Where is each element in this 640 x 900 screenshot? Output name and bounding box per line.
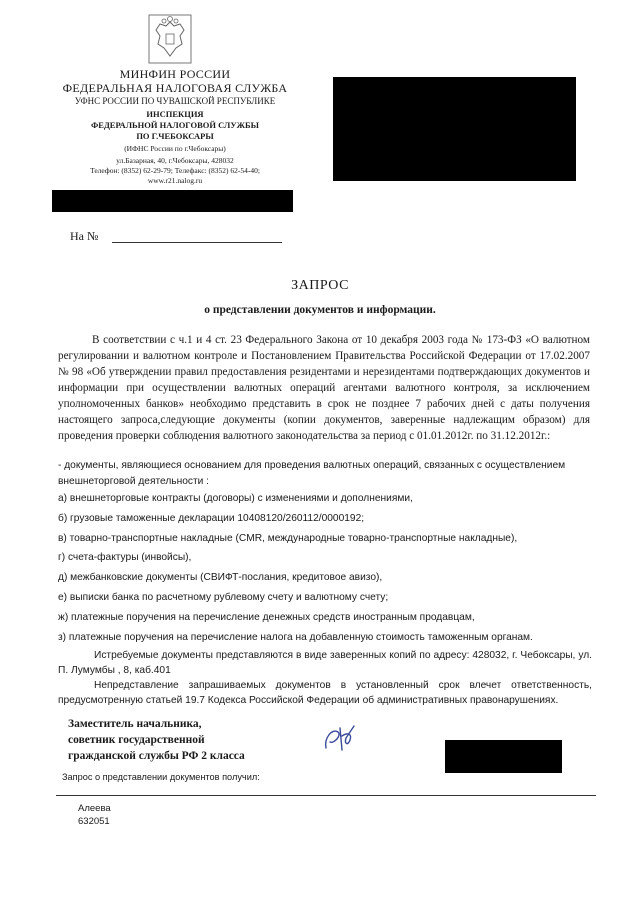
- website: www.r21.nalog.ru: [147, 176, 203, 185]
- list-item: з) платежные поручения на перечисление налога на добавленную стоимость таможенным органам.: [58, 632, 533, 643]
- liability-note-text: Непредставление запрашиваемых документов в установленный срок влечет ответственность, предусмотренную статьей 19.7 Кодекса Российской Федерации об административных правонарушениях.: [58, 680, 592, 706]
- received-by-line: [56, 795, 596, 796]
- inspection-line-3: ПО Г.ЧЕБОКСАРЫ: [136, 131, 214, 141]
- redacted-outgoing-number: [52, 190, 293, 212]
- executor-name: Алеева: [78, 803, 111, 814]
- list-item: в) товарно-транспортные накладные (CMR, международные товарно-транспортные накладные),: [58, 533, 518, 544]
- executor-phone: 632051: [78, 816, 110, 827]
- russian-coat-of-arms-emblem-icon: [148, 14, 192, 64]
- list-item: д) межбанковские документы (СВИФТ-послания, кредитовое авизо),: [58, 572, 383, 583]
- list-item: а) внешнеторговые контракты (договоры) с изменениями и дополнениями,: [58, 493, 413, 504]
- address: ул.Базарная, 40, г.Чебоксары, 428032: [116, 156, 234, 165]
- reference-number-label: На №: [70, 229, 99, 243]
- liability-note: [58, 678, 592, 708]
- submission-note-text: Истребуемые документы представляются в виде заверенных копий по адресу: 428032, г. Чебоксары, ул. П. Лумумбы , 8, каб.401: [58, 650, 592, 676]
- document-title: ЗАПРОС: [291, 278, 349, 293]
- executor-info: [78, 802, 111, 828]
- signatory-line-2: советник государственной: [68, 734, 205, 746]
- handwritten-signature-icon: [318, 722, 364, 754]
- received-by-label: Запрос о представлении документов получил:: [62, 772, 260, 782]
- signatory-line-1: Заместитель начальника,: [68, 718, 202, 730]
- submission-note: [58, 648, 592, 678]
- list-item: е) выписки банка по расчетному рублевому счету и валютному счету;: [58, 592, 389, 603]
- list-item: ж) платежные поручения на перечисление денежных средств иностранным продавцам,: [58, 612, 475, 623]
- ministry-name: МИНФИН РОССИИ: [119, 67, 231, 81]
- short-name: (ИФНС России по г.Чебоксары): [124, 144, 226, 153]
- inspection-line-2: ФЕДЕРАЛЬНОЙ НАЛОГОВОЙ СЛУЖБЫ: [90, 120, 260, 130]
- list-item: г) счета-фактуры (инвойсы),: [58, 552, 192, 563]
- main-paragraph-text: В соответствии с ч.1 и 4 ст. 23 Федерального Закона от 10 декабря 2003 года № 173-ФЗ «О валютном регулировании и валютном контроле и Постановлением Правительства Российской Федерации от 17.02.2007 № 98 «Об утверждении правил предоставления резидентами и нерезидентами подтверждающих документов и информации при осуществлении валютных операций агентами валютного контроля, за исключением уполномоченных банков» необходимо представить в срок не позднее 7 рабочих дней с даты получения настоящего запроса,следующие документы (копии документов, заверенные надлежащим образом) для проведения проверки соблюдения валютного законодательства за период с 01.01.2012г. по 31.12.2012г.:: [58, 334, 590, 442]
- documents-intro: - документы, являющиеся основанием для проведения валютных операций, связанных с осуществлением внешнеторговой деятельности :: [58, 460, 566, 487]
- signatory-line-3: гражданской службы РФ 2 класса: [68, 750, 245, 762]
- list-item: б) грузовые таможенные декларации 10408120/260112/0000192;: [58, 513, 365, 524]
- service-name: ФЕДЕРАЛЬНАЯ НАЛОГОВАЯ СЛУЖБА: [62, 81, 288, 95]
- phones: Телефон: (8352) 62-29-79; Телефакс: (8352) 62-54-40;: [90, 166, 260, 175]
- main-paragraph: [58, 332, 590, 444]
- redacted-recipient-block: [333, 77, 576, 181]
- ufns-name: УФНС РОССИИ ПО ЧУВАШСКОЙ РЕСПУБЛИКЕ: [74, 96, 276, 106]
- document-subtitle: о представлении документов и информации.: [204, 304, 436, 316]
- redacted-signatory-name: [445, 740, 562, 773]
- reference-number-line: [112, 242, 282, 243]
- signatory-title: [68, 716, 245, 764]
- inspection-line-1: ИНСПЕКЦИЯ: [146, 109, 204, 119]
